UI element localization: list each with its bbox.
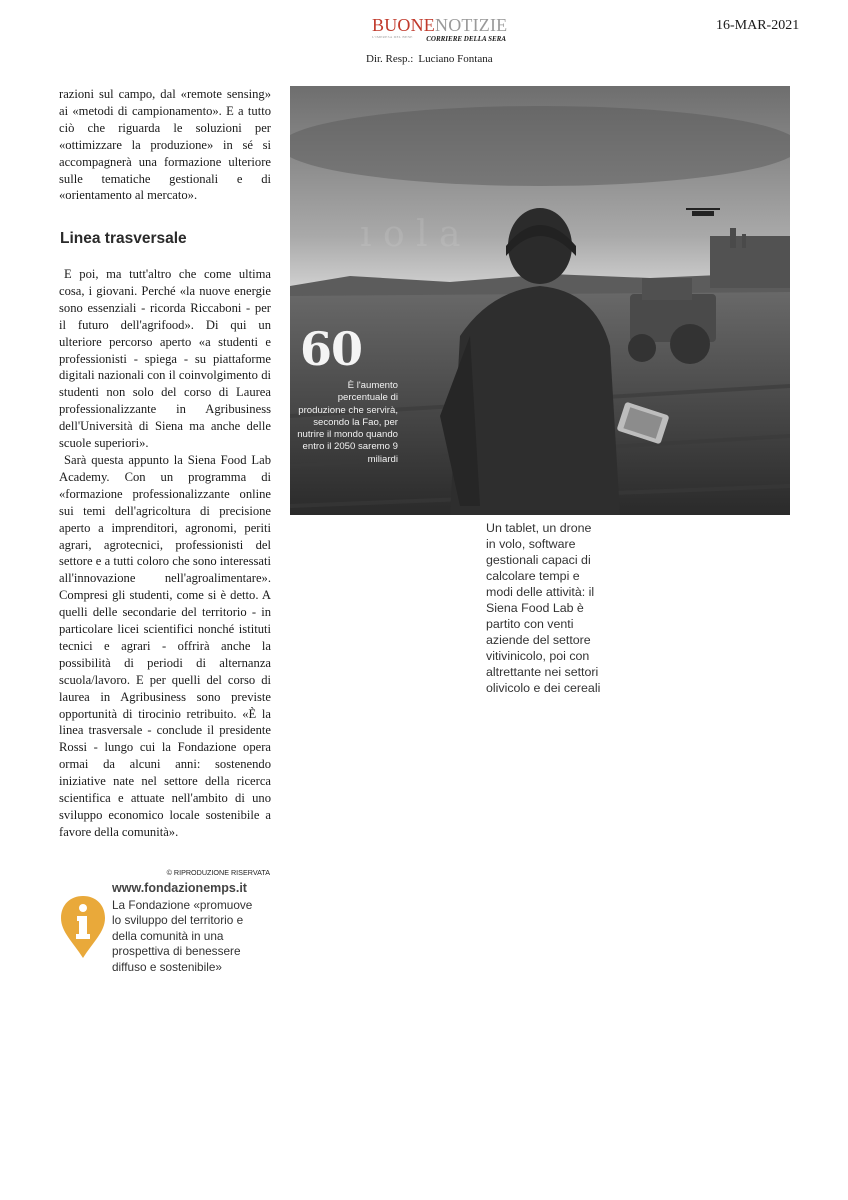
article-body [59, 266, 271, 841]
masthead-subtitle [372, 35, 506, 43]
paragraph-text: razioni sul campo, dal «remote sensing» ai «metodi di campionamento». E a tutto ciò che riguarda le soluzioni per «ottimizzare la produzione» in sé si accompagnerà una formazione ulteriore sulle tematiche gestionali e di «orientamento al mercato». [59, 87, 271, 203]
reproduction-notice: © RIPRODUZIONE RISERVATA [166, 868, 270, 877]
info-box [59, 878, 261, 976]
masthead-title-part2: NOTIZIE [435, 15, 508, 35]
stat-number: 60 [300, 322, 363, 376]
info-text: La Fondazione «promuove lo sviluppo del territorio e della comunità in una prospettiva di benessere diffuso e sostenibile» [112, 898, 253, 974]
masthead-tagline: L'IMPRESA DEL BENE [372, 35, 413, 39]
article-paragraph-3: Sarà questa appunto la Siena Food Lab Academy. Con un programma di «formazione professionalizzante online sui temi dell'agricoltura di precisione aperto a imprenditori, agronomi, periti agrari, agrotecnici, professionisti del settore e a tutti coloro che sono interessati all'innovazione nell'agroalimentare». Compresi gli studenti, come si è detto. A quelli delle secondarie del territorio - in particolare licei scientifici nonché istituti tecnici e agrari - offrirà anche la possibilità di periodi di alternanza scuola/lavoro. E per quelli del corso di laurea in Agribusiness sono previste opportunità di tirocinio retribuito. «È la linea trasversale - conclude il presidente Rossi - lungo cui la Fondazione opera ormai da alcuni anni: sostenendo iniziative nate nel settore della ricerca scientifica e attuate nell'ambito di uno sviluppo economico locale sostenibile a favore della comunità». [59, 452, 271, 839]
masthead-title [372, 15, 506, 35]
svg-text:ı o l a: ı o l a [360, 214, 461, 255]
masthead [372, 15, 506, 43]
stat-description: È l'aumento percentuale di produzione che servirà, secondo la Fao, per nutrire il mondo quando entro il 2050 saremo 9 miliardi [297, 380, 398, 465]
publication-date: 16-MAR-2021 [716, 18, 800, 33]
article-paragraph-1 [59, 86, 271, 204]
director-line [366, 53, 493, 65]
article-paragraph-2: E poi, ma tutt'altro che come ultima cosa, i giovani. Perché «la nuove energie sono essenziali - ricorda Riccaboni - per il futuro dell'agrifood». Di qui un ulteriore percorso aperto «a studenti e professionisti - spiega - su piattaforme digitali nazionali con il coinvolgimento di studenti non solo del corso di Laurea professionalizzante in Agribusiness dell'Università di Siena ma anche delle scuole superiori». [59, 267, 271, 451]
section-heading: Linea trasversale [60, 230, 187, 247]
info-pin-icon [59, 894, 107, 960]
masthead-newspaper: CORRIERE DELLA SERA [426, 35, 506, 43]
director-label: Dir. Resp.: [366, 53, 414, 65]
photo-caption: Un tablet, un drone in volo, software gestionali capaci di calcolare tempi e modi delle attività: il Siena Food Lab è partito con venti aziende del settore vitivinicolo, poi con altrettante nei settori olivicolo e dei cereali [486, 521, 601, 695]
info-url[interactable]: www.fondazionemps.it [112, 881, 247, 895]
masthead-title-part1: BUONE [372, 15, 435, 35]
director-name: Luciano Fontana [418, 53, 493, 65]
